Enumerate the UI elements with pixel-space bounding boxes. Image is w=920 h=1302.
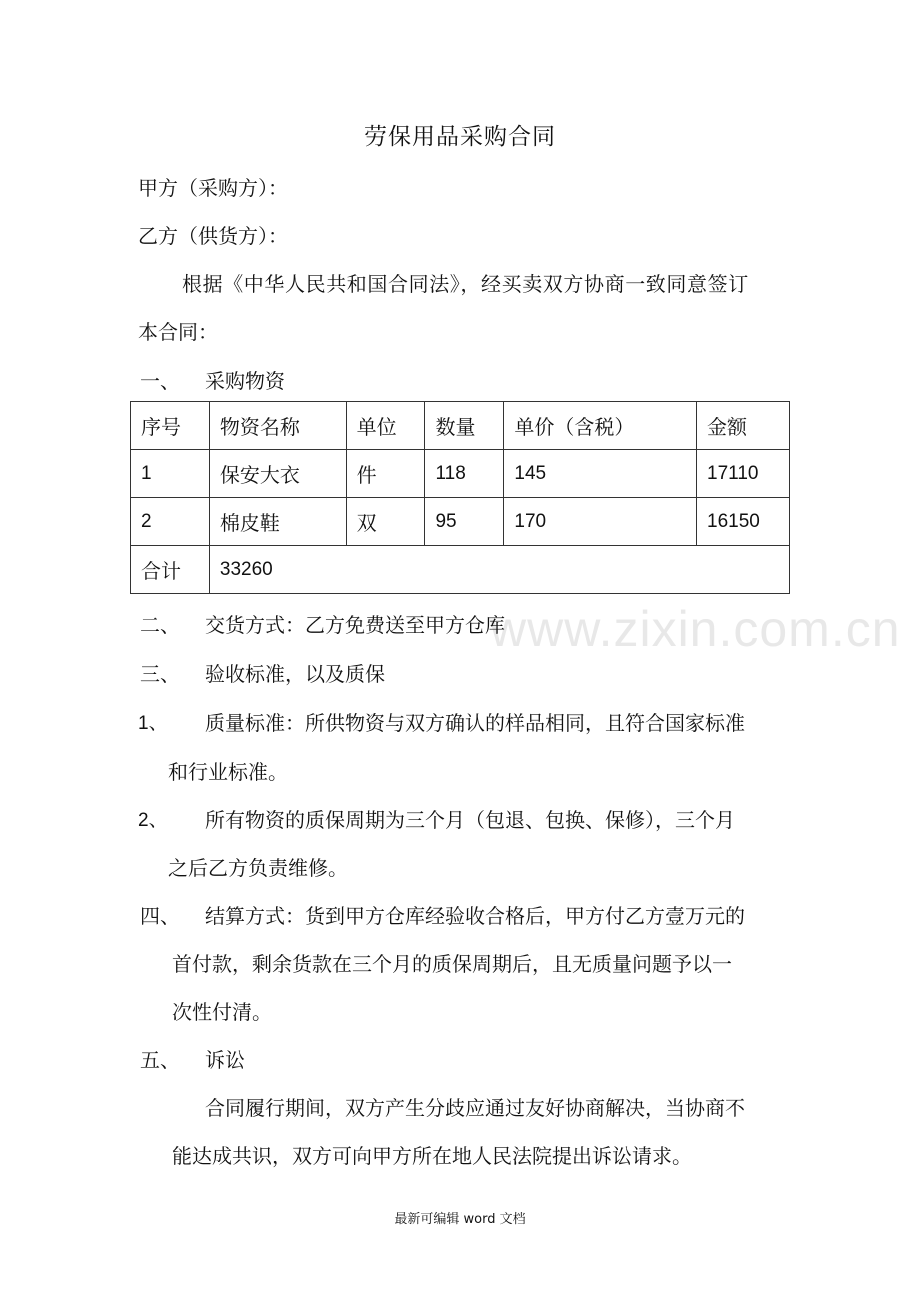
header-cell: 序号 bbox=[131, 402, 210, 450]
total-label-cell: 合计 bbox=[131, 546, 210, 594]
table-total-row bbox=[131, 546, 790, 594]
section-5-heading: 诉讼 bbox=[205, 1048, 245, 1072]
watermark: www.zixin.com.cn bbox=[490, 601, 901, 657]
table-cell: 双 bbox=[346, 498, 425, 546]
table-cell: 1 bbox=[131, 450, 210, 498]
table-cell: 保安大衣 bbox=[209, 450, 346, 498]
table-cell: 95 bbox=[425, 498, 504, 546]
table-cell: 棉皮鞋 bbox=[209, 498, 346, 546]
section-3-number: 三、 bbox=[140, 662, 180, 686]
table-cell: 件 bbox=[346, 450, 425, 498]
item-1-line-2: 和行业标准。 bbox=[168, 760, 288, 784]
section-5-para-line-1: 合同履行期间，双方产生分歧应通过友好协商解决，当协商不 bbox=[205, 1096, 745, 1120]
party-b-label: 乙方（供货方）： bbox=[138, 224, 288, 248]
header-cell: 物资名称 bbox=[209, 402, 346, 450]
table-cell: 145 bbox=[504, 450, 697, 498]
item-2-number: 2、 bbox=[138, 810, 168, 831]
section-3-heading: 验收标准，以及质保 bbox=[205, 662, 385, 686]
goods-table bbox=[130, 401, 790, 594]
item-1-line-1: 质量标准：所供物资与双方确认的样品相同，且符合国家标准 bbox=[205, 711, 745, 735]
header-cell: 数量 bbox=[425, 402, 504, 450]
section-5-para-line-2: 能达成共识，双方可向甲方所在地人民法院提出诉讼请求。 bbox=[172, 1144, 692, 1168]
table-cell: 118 bbox=[425, 450, 504, 498]
section-5-number: 五、 bbox=[140, 1048, 180, 1072]
table-row bbox=[131, 450, 790, 498]
section-4-number: 四、 bbox=[140, 904, 180, 928]
page-footer: 最新可编辑 word 文档 bbox=[394, 1212, 526, 1227]
table-header-row bbox=[131, 402, 790, 450]
intro-line-1: 根据《中华人民共和国合同法》，经买卖双方协商一致同意签订 bbox=[182, 272, 749, 296]
intro-line-2: 本合同： bbox=[138, 320, 218, 344]
header-cell: 金额 bbox=[697, 402, 790, 450]
section-2-number: 二、 bbox=[140, 613, 180, 637]
item-2-line-1: 所有物资的质保周期为三个月（包退、包换、保修），三个月 bbox=[205, 808, 735, 832]
total-value-cell: 33260 bbox=[209, 546, 789, 594]
header-cell: 单价（含税） bbox=[504, 402, 697, 450]
table-cell: 16150 bbox=[697, 498, 790, 546]
section-2-text: 交货方式：乙方免费送至甲方仓库 bbox=[205, 613, 505, 637]
item-2-line-2: 之后乙方负责维修。 bbox=[168, 856, 348, 880]
section-1-heading: 采购物资 bbox=[205, 369, 285, 393]
table-cell: 2 bbox=[131, 498, 210, 546]
table-cell: 170 bbox=[504, 498, 697, 546]
table-row bbox=[131, 498, 790, 546]
section-4-line-2: 首付款，剩余货款在三个月的质保周期后，且无质量问题予以一 bbox=[172, 952, 732, 976]
header-cell: 单位 bbox=[346, 402, 425, 450]
document-title: 劳保用品采购合同 bbox=[364, 124, 556, 150]
section-1-number: 一、 bbox=[140, 369, 180, 393]
item-1-number: 1、 bbox=[138, 713, 168, 734]
party-a-label: 甲方（采购方）： bbox=[138, 176, 288, 200]
section-4-line-3: 次性付清。 bbox=[172, 1000, 272, 1024]
section-4-line-1: 结算方式：货到甲方仓库经验收合格后，甲方付乙方壹万元的 bbox=[205, 904, 745, 928]
table-cell: 17110 bbox=[697, 450, 790, 498]
